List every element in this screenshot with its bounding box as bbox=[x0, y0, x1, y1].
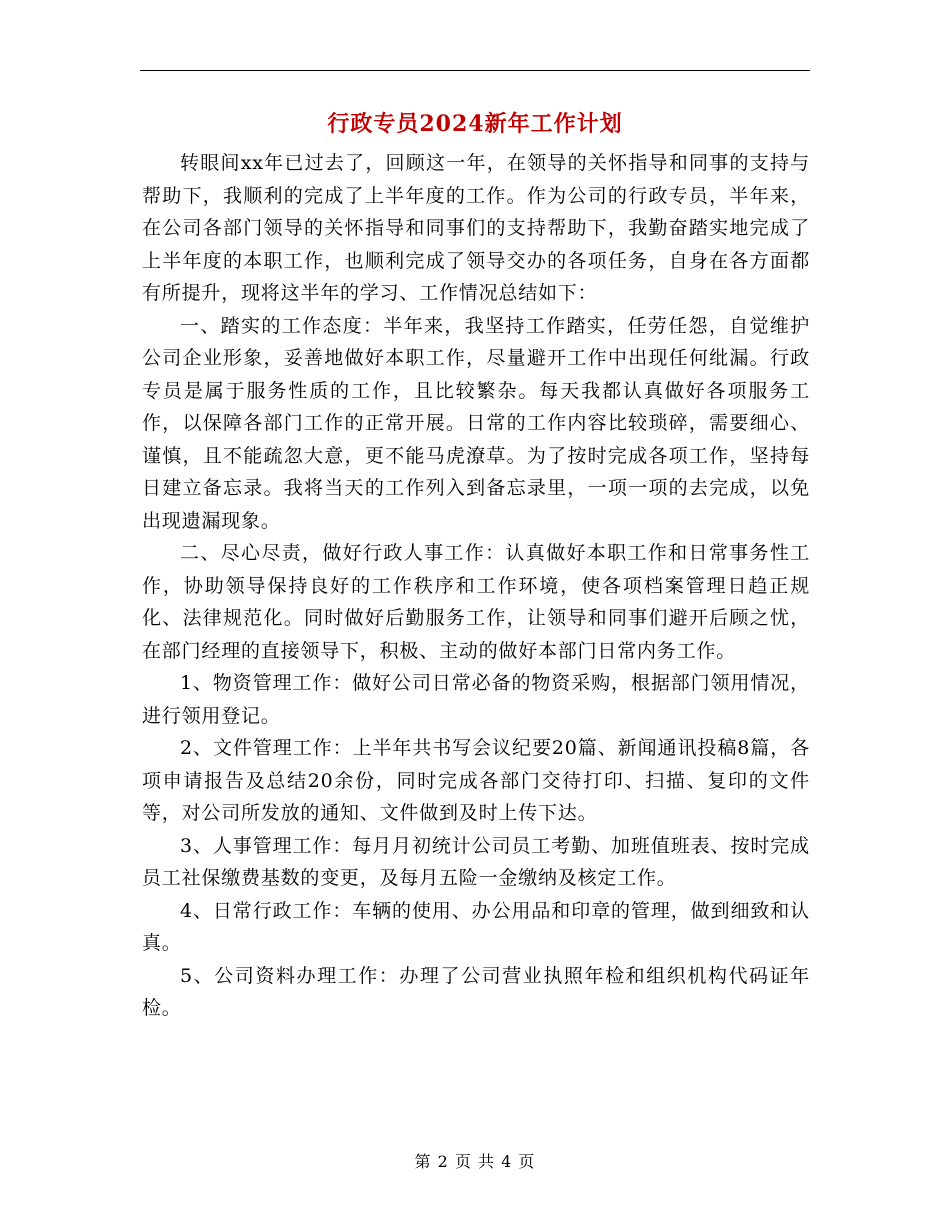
document-title: 行政专员2024新年工作计划 bbox=[327, 111, 623, 137]
paragraph-section-1: 一、踏实的工作态度：半年来，我坚持工作踏实，任劳任怨，自觉维护公司企业形象，妥善地做好本职工作，尽量避开工作中出现任何纰漏。行政专员是属于服务性质的工作，且比较繁杂。每天我都认真做好各项服务工作，以保障各部门工作的正常开展。日常的工作内容比较琐碎，需要细心、谨慎，且不能疏忽大意，更不能马虎潦草。为了按时完成各项工作，坚持每日建立备忘录。我将当天的工作列入到备忘录里，一项一项的去完成，以免出现遗漏现象。 bbox=[142, 314, 810, 532]
paragraph-item-4: 4、日常行政工作：车辆的使用、办公用品和印章的管理，做到细致和认真。 bbox=[142, 899, 810, 954]
document-body bbox=[142, 147, 810, 1025]
paragraph-item-3: 3、人事管理工作：每月月初统计公司员工考勤、加班值班表、按时完成员工社保缴费基数的变更，及每月五险一金缴纳及核定工作。 bbox=[142, 834, 810, 889]
paragraph-intro: 转眼间xx年已过去了，回顾这一年，在领导的关怀指导和同事的支持与帮助下，我顺利的完成了上半年度的工作。作为公司的行政专员，半年来，在公司各部门领导的关怀指导和同事们的支持帮助下，我勤奋踏实地完成了上半年度的本职工作，也顺利完成了领导交办的各项任务，自身在各方面都有所提升，现将这半年的学习、工作情况总结如下： bbox=[142, 152, 810, 304]
paragraph-section-2: 二、尽心尽责，做好行政人事工作：认真做好本职工作和日常事务性工作，协助领导保持良好的工作秩序和工作环境，使各项档案管理日趋正规化、法律规范化。同时做好后勤服务工作，让领导和同事们避开后顾之忧，在部门经理的直接领导下，积极、主动的做好本部门日常内务工作。 bbox=[142, 542, 810, 662]
header-rule bbox=[140, 70, 810, 71]
paragraph-item-2: 2、文件管理工作：上半年共书写会议纪要20篇、新闻通讯投稿8篇，各项申请报告及总结20余份，同时完成各部门交待打印、扫描、复印的文件等，对公司所发放的通知、文件做到及时上传下达。 bbox=[142, 737, 810, 824]
paragraph-item-5: 5、公司资料办理工作：办理了公司营业执照年检和组织机构代码证年检。 bbox=[142, 964, 810, 1019]
paragraph-item-1: 1、物资管理工作：做好公司日常必备的物资采购，根据部门领用情况，进行领用登记。 bbox=[142, 672, 810, 727]
page-number-footer: 第 2 页 共 4 页 bbox=[414, 1152, 536, 1171]
